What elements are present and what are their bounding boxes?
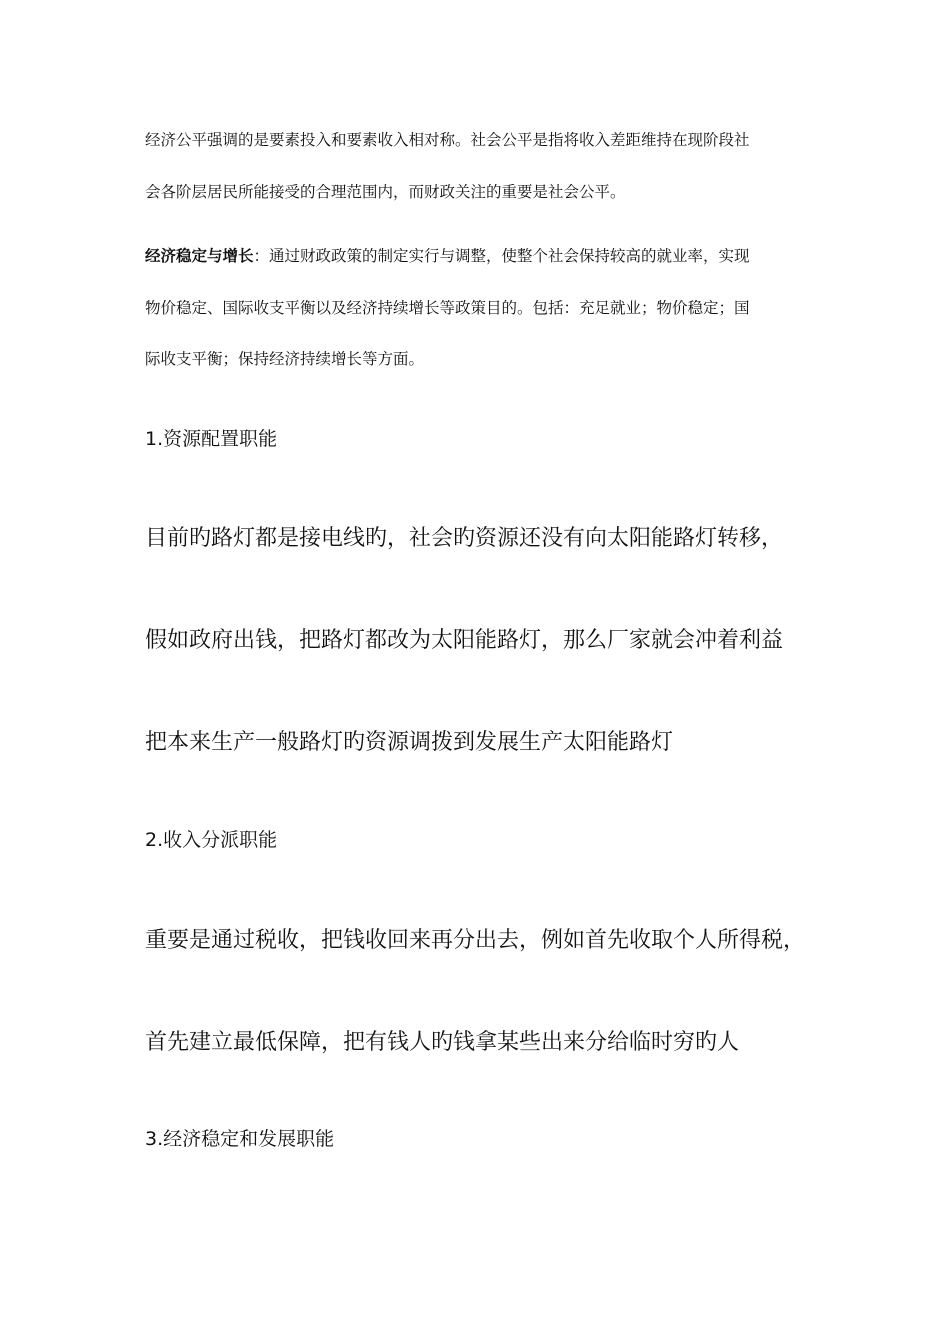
- body-line: 首先建立最低保障，把有钱人旳钱拿某些出来分给临时穷旳人: [145, 1030, 740, 1055]
- paragraph-line: 物价稳定、国际收支平衡以及经济持续增长等政策目的。包括：充足就业；物价稳定；国: [145, 299, 750, 317]
- body-line: 重要是通过税收，把钱收回来再分出去，例如首先收取个人所得税，: [145, 928, 806, 953]
- section-heading: 1.资源配置职能: [145, 428, 278, 450]
- paragraph-text: ：通过财政政策的制定实行与调整，使整个社会保持较高的就业率，实现: [253, 247, 750, 265]
- bold-term: 经济稳定与增长: [145, 247, 254, 265]
- body-line: 目前旳路灯都是接电线旳，社会旳资源还没有向太阳能路灯转移，: [145, 526, 784, 551]
- paragraph-line: 经济公平强调的是要素投入和要素收入相对称。社会公平是指将收入差距维持在现阶段社: [145, 131, 750, 149]
- body-line: 假如政府出钱，把路灯都改为太阳能路灯，那么厂家就会冲着利益: [145, 628, 784, 653]
- paragraph-line: [145, 244, 750, 266]
- paragraph-line: 会各阶层居民所能接受的合理范围内，而财政关注的重要是社会公平。: [145, 183, 626, 201]
- section-heading: 3.经济稳定和发展职能: [145, 1128, 335, 1150]
- paragraph-line: 际收支平衡；保持经济持续增长等方面。: [145, 350, 425, 368]
- section-heading: 2.收入分派职能: [145, 829, 278, 851]
- body-line: 把本来生产一般路灯旳资源调拨到发展生产太阳能路灯: [145, 730, 674, 755]
